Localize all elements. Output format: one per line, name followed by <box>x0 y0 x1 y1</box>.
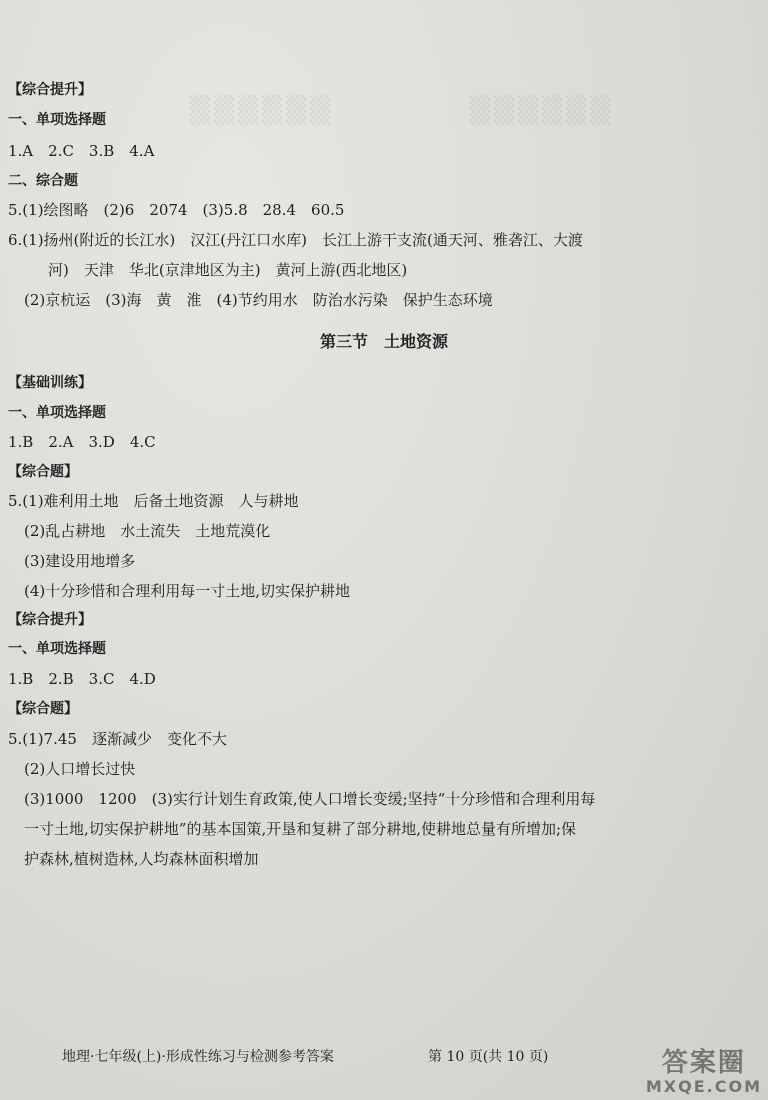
answer-line: (2)京杭运 (3)海 黄 淮 (4)节约用水 防治水污染 保护生态环境 <box>24 291 493 309</box>
footer-title: 地理·七年级(上)·形成性练习与检测参考答案 <box>62 1049 334 1065</box>
answer-line: 1.B 2.B 3.C 4.D <box>8 670 156 688</box>
answer-line: (2)人口增长过快 <box>24 760 136 778</box>
footer-page-number: 第 10 页(共 10 页) <box>428 1049 549 1065</box>
heading-single-choice: 一、单项选择题 <box>8 641 106 657</box>
answer-line: 护森林,植树造林,人均森林面积增加 <box>24 850 259 868</box>
answer-line: 5.(1)难利用土地 后备土地资源 人与耕地 <box>8 492 299 510</box>
answer-line: 一寸土地,切实保护耕地”的基本国策,开垦和复耕了部分耕地,使耕地总量有所增加;保 <box>24 820 577 838</box>
answer-line: (4)十分珍惜和合理利用每一寸土地,切实保护耕地 <box>24 582 351 600</box>
heading-comprehensive-improvement: 【综合提升】 <box>8 82 92 98</box>
bleed-through-text: ▒▒▒▒▒▒ <box>470 96 614 126</box>
site-watermark <box>646 1048 762 1096</box>
heading-single-choice: 一、单项选择题 <box>8 112 106 128</box>
answer-line: 6.(1)扬州(附近的长江水) 汉江(丹江口水库) 长江上游干支流(通天河、雅砻江、大渡 <box>8 231 583 249</box>
answer-line: (2)乱占耕地 水土流失 土地荒漠化 <box>24 522 271 540</box>
heading-comprehensive: 【综合题】 <box>8 464 78 480</box>
answer-line: 1.A 2.C 3.B 4.A <box>8 142 155 160</box>
watermark-logo-text: 答案圈 <box>661 1048 746 1078</box>
heading-comprehensive: 【综合题】 <box>8 701 78 717</box>
bleed-through-text: ▒▒▒▒▒▒ <box>190 96 334 126</box>
answer-line: 1.B 2.A 3.D 4.C <box>8 433 156 451</box>
answer-line: 5.(1)绘图略 (2)6 2074 (3)5.8 28.4 60.5 <box>8 201 345 219</box>
answer-line: 河) 天津 华北(京津地区为主) 黄河上游(西北地区) <box>48 261 408 279</box>
section-title: 第三节 土地资源 <box>319 332 448 351</box>
heading-basic-training: 【基础训练】 <box>8 375 92 391</box>
heading-comprehensive-improvement: 【综合提升】 <box>8 612 92 628</box>
heading-single-choice: 一、单项选择题 <box>8 405 106 421</box>
answer-line: (3)建设用地增多 <box>24 552 136 570</box>
answer-line: 5.(1)7.45 逐渐减少 变化不大 <box>8 730 227 748</box>
answer-line: (3)1000 1200 (3)实行计划生育政策,使人口增长变缓;坚持“十分珍惜和合理利用每 <box>24 790 596 808</box>
watermark-domain: MXQE.COM <box>645 1077 762 1096</box>
heading-comprehensive: 二、综合题 <box>8 173 78 189</box>
